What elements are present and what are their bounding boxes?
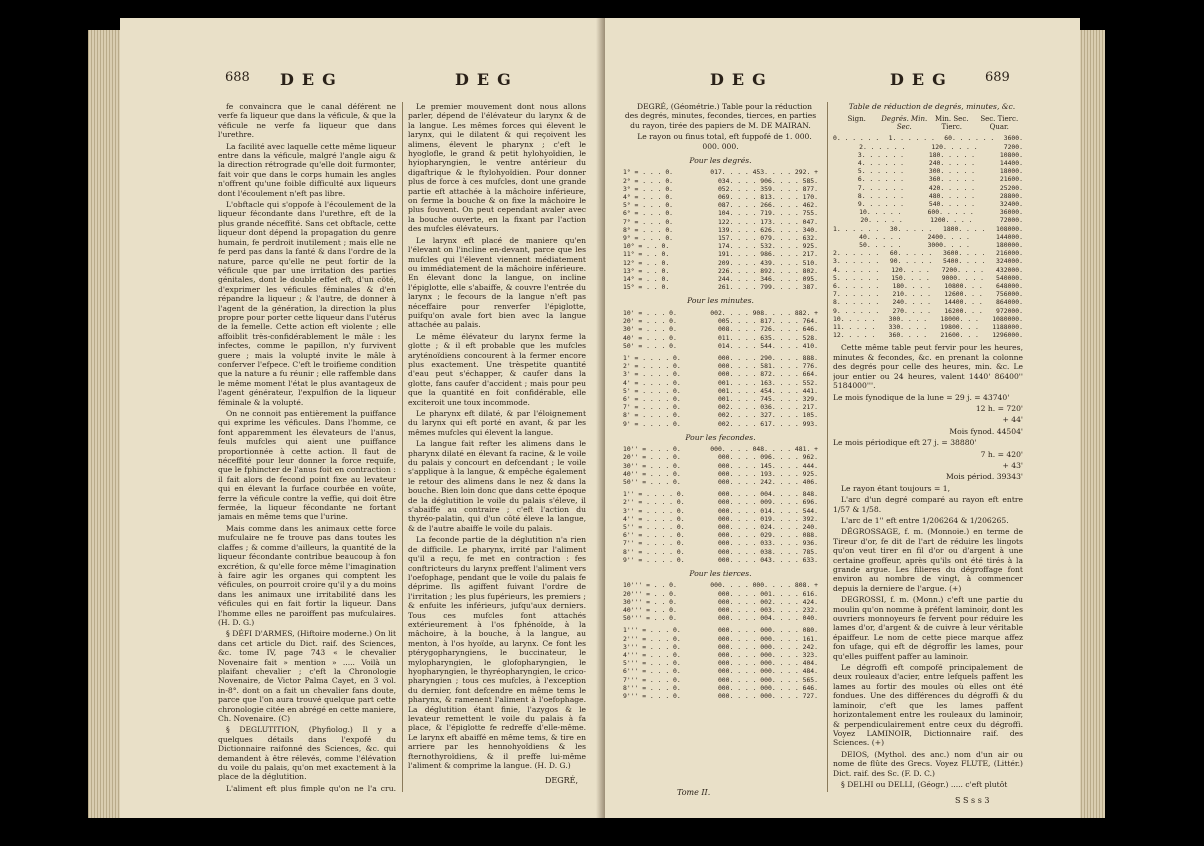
table-row: 20' = . . . 0. 005. . . . 817. . . . 764. <box>623 317 818 326</box>
article: DÉGROSSAGE, f. m. (Monnoie.) en terme de Tireur d'or, fe dit de l'art de réduire les lingots qu'on veut tirer en fil d'or ou d'argent à une certaine groffeur, après qu'ils ont été tirés à la grande argue. Les filieres du dégroffage font environ au nombre de vingt, à commencer depuis la derniere de l'argue. (+) <box>833 527 1023 593</box>
running-head-right: DEG <box>455 70 519 89</box>
paragraph: La facilité avec laquelle cette même liqueur entre dans la véficule, malgré l'angle aigu & la direction rétrograde qu'elle doit furmonter, fait voir que dans le corps humain les angles n'offrent qu'une foible difficulté aux liqueurs dont l'écoulement n'eft pas libre. <box>218 141 396 198</box>
table-row: 6° = . . . 0. 104. . . . 719. . . . 755. <box>623 209 818 218</box>
table-degrees <box>623 168 818 291</box>
table-row: 20'' = . . . 0. 000. . . . 096. . . . 962. <box>623 453 818 462</box>
table-row: 8. . . . . . 480. . . . . 28800. <box>857 191 1023 200</box>
table-row: 7' = . . . . 0. 002. . . . 036. . . . 217. <box>623 403 818 412</box>
subheading-seconds: Pour les fecondes. <box>685 432 756 442</box>
left-page <box>120 18 605 818</box>
table-row: 3''' = . . . 0. 000. . . . 000. . . . 242. <box>623 642 818 651</box>
paragraph: fe convaincra que le canal déférent ne verfe fa liqueur que dans la véficule, & que la véficule ne verfe fa liqueur que dans l'urethre. <box>218 102 396 140</box>
table-row: 9° = . . . 0. 157. . . . 079. . . . 632. <box>623 234 818 243</box>
table-row: 12. . . . . 360. . . . 21600. . . 1296000. <box>833 331 1023 340</box>
header-cell: Sign. <box>847 115 866 124</box>
page-number: 689 <box>985 70 1010 85</box>
table-row: 9. . . . . . 540. . . . . 32400. <box>857 200 1023 209</box>
column-right-2 <box>833 102 1023 792</box>
table-row: 4' = . . . . 0. 001. . . . 163. . . . 552. <box>623 378 818 387</box>
paragraph: L'obftacle qui s'oppofe à l'écoulement de la liqueur fécondante dans l'urethre, eft de la plus grande néceffité. Sans cet obftacle, cette liqueur dont dépend la propagation du genre humain, fe perdroit inutilement ; mais elle ne fe perd pas dans la fanté & dans l'ordre de la nature, parce qu'elle ne peut fortir de la véficule que par une irritation des parties génitales, dont le double effet eft, d'un côté, d'exprimer les véficules féminales & d'en répandre la liqueur ; & l'autre, de donner à l'agent de la génération, la direction la plus propre pour porter cette liqueur dans l'utérus de la femelle. Cette action eft violente ; elle affoiblit très-confidérablement le mâle : les infectes, comme le papillon, n'y furvivent guere ; mais la volupté invite le mâle à conferver l'efpece. C'eft le troifieme condition que la nature a fu réunir ; elle raffemble dans le même moment l'état le plus avantageux de l'agent générateur, l'expulfion de la liqueur féminale & la volupté. <box>218 200 396 407</box>
table-row: 20''' = . . 0. 000. . . . 001. . . . 616. <box>623 589 818 598</box>
column-left-1 <box>218 102 396 792</box>
running-head-left: DEG <box>710 70 774 89</box>
table-row: 10''' = . . 0. 000. . . . 000. . . . 808. + <box>623 581 818 590</box>
table-row: 2''' = . . . 0. 000. . . . 000. . . . 161. <box>623 634 818 643</box>
table-row: 3'' = . . . . 0. 000. . . . 014. . . . 544. <box>623 506 818 515</box>
table-row: 6. . . . . . 180. . . . 10800. . . 648000. <box>833 282 1023 291</box>
table-row: 2° = . . . 0. 034. . . . 906. . . . 585. <box>623 176 818 185</box>
table-row: 40'' = . . . 0. 000. . . . 193. . . . 925. <box>623 469 818 478</box>
table-row: 30''' = . . 0. 000. . . . 002. . . . 424. <box>623 597 818 606</box>
section-note: Le rayon ou finus total, eft fuppofé de 1. 000. 000. 000. <box>637 132 812 151</box>
paragraph: § DÉFI D'ARMES, (Hiftoire moderne.) On lit dans cet article du Dict. raif. des Sciences, &c. tome IV, page 743 « le chevalier Novenaire fait » mention » ..... Voilà un plaifant chevalier ; c'eft la Chronologie Novenaire, de Victor Palma Cayet, en 3 vol. in-8°. dont on a fait un chevalier fans doute, parce que l'on aura trouvé quelque part cette chronologie citée en abrégé en cette maniere, Ch. Novenaire. (C) <box>218 629 396 723</box>
table-row: 1. . . . . . 30. . . . . 1800. . . . 108000. <box>833 224 1023 233</box>
signature-mark: S S s s 3 <box>955 796 990 805</box>
table-row: 8''' = . . . 0. 000. . . . 000. . . . 646. <box>623 683 818 692</box>
page-number: 688 <box>225 70 250 85</box>
section-title: DEGRÉ, (Géométrie.) Table pour la réduction des degrés, minutes, fecondes, tierces, en parties du rayon, tirée des papiers de M. DE MAIRAN. <box>624 102 817 130</box>
table-row: 6'' = . . . . 0. 000. . . . 029. . . . 088. <box>623 531 818 540</box>
table-row: 40''' = . . 0. 000. . . . 003. . . . 232. <box>623 606 818 614</box>
table-row: 40. . . . . 2400. . . . 144000. <box>859 232 1023 241</box>
article: Le dégroffi eft compofé principalement de deux rouleaux d'acier, entre lefquels paffent les lames au fortir des moules où elles ont été fondues. Une des différences du dégroffi & du laminoir, c'eft que les lames paffent horizontalement entre les rouleaux du laminoir, & perpendiculairement entre ceux du dégroffi. Voyez LAMINOIR, Dictionnaire raif. des Sciences. (+) <box>833 663 1023 748</box>
table-row: 3. . . . . . 180. . . . . 10800. <box>857 150 1023 159</box>
table-row: 2. . . . . . 60. . . . . 3600. . . . 216000. <box>833 249 1023 258</box>
paragraph: La langue fait refter les alimens dans le pharynx dilaté en élevant fa racine, & le voile du palais y concourt en defcendant ; le voile s'applique à la langue, & empêche également le retour des alimens dans le nez & dans la bouche. Bien loin donc que dans cette époque de la déglutition le voile du palais s'éleve, il s'abaiffe au contraire ; c'eft l'action du thyréo-palatin, qui d'un côté éleve la langue, & de l'autre abaiffe le voile du palais. <box>408 439 586 533</box>
table-row: 7. . . . . . 210. . . . 12600. . . 756000. <box>833 290 1023 299</box>
calc-line: + 43' <box>1002 460 1023 470</box>
table-row: 4° = . . . 0. 069. . . . 813. . . . 170. <box>623 193 818 202</box>
table-row: 30'' = . . . 0. 000. . . . 145. . . . 444. <box>623 461 818 470</box>
table-row: 50' = . . . 0. 014. . . . 544. . . . 410. <box>623 341 818 350</box>
table-row: 3. . . . . . 90. . . . . 5400. . . . 324000. <box>833 257 1023 266</box>
calc-line: Mois fynod. 44504' <box>949 426 1023 436</box>
table-row: 8'' = . . . . 0. 000. . . . 038. . . . 785. <box>623 547 818 556</box>
paragraph: L'arc de 1'' eft entre 1/206264 & 1/206265. <box>841 515 1009 525</box>
table-row: 5'' = . . . . 0. 000. . . . 024. . . . 240. <box>623 522 818 531</box>
paragraph: Mais comme dans les animaux cette force mufculaire ne fe trouve pas dans toutes les claffes ; & comme d'ailleurs, la quantité de la liqueur fécondante contribue beaucoup à fon excrétion, & qu'elle force même l'imagination à faire agir les organes qui comptent les véficules, on pourroit croire qu'il y a du moins dans les animaux une irritabilité dans les véficules qui en fait fortir la liqueur. Dans l'homme elles ne paroiffent pas mufculaires. (H. D. G.) <box>218 523 396 627</box>
table-row: 9' = . . . . 0. 002. . . . 617. . . . 993. <box>623 419 818 428</box>
header-cell: Min. Sec. Tierc. <box>935 115 969 132</box>
calc-line: 7 h. = 420' <box>980 449 1023 459</box>
table-row: 8° = . . . 0. 139. . . . 626. . . . 340. <box>623 225 818 234</box>
paragraph: Le pharynx eft dilaté, & par l'éloignement du larynx qui eft porté en avant, & par les mêmes mufcles qui élevent la langue. <box>408 409 586 437</box>
table-row: 15° = . . 0. 261. . . . 799. . . . 387. <box>623 283 818 292</box>
table-row: 5° = . . . 0. 087. . . . 266. . . . 462. <box>623 201 818 210</box>
table-row: 20. . . . . 1200. . . . 72000. <box>860 216 1023 225</box>
table-row: 1' = . . . . 0. 000. . . . 290. . . . 888. <box>623 353 818 362</box>
calc-line: Le mois fynodique de la lune = 29 j. = 43740' <box>833 392 1010 402</box>
table-row: 2' = . . . . 0. 000. . . . 581. . . . 776. <box>623 362 818 371</box>
table-row: 9''' = . . . 0. 000. . . . 000. . . . 727. <box>623 692 818 701</box>
volume-signature: Tome II. <box>677 788 711 797</box>
running-head-right: DEG <box>890 70 954 89</box>
table-row: 40' = . . . 0. 011. . . . 635. . . . 528. <box>623 333 818 342</box>
table-row: 7'' = . . . . 0. 000. . . . 033. . . . 936. <box>623 539 818 548</box>
article: § DELHI ou DELLI, (Géogr.) ..... c'eft plutôt <box>841 779 1008 789</box>
calc-line: 12 h. = 720' <box>975 403 1023 413</box>
paragraph: Le premier mouvement dont nous allons parler, dépend de l'élévateur du larynx & de la langue. Les mêmes forces qui élevent le larynx, qui le dilatent & qui reçoivent les alimens, élevent le pharynx ; c'eft le hyoglofle, le grand & petit hylohyoïdien, le hyiopharyngien, le ventre antérieur du digaftrique & le ftylohyoïdien. Pour donner plus de force à ces mufcles, dont une grande partie eft attachée à la mâchoire inférieure, on ferme la bouche & on fixe la mâchoire le plus fouvent. On peut cependant avaler avec la bouche ouverte, en la fixant par l'action des mufcles élévateurs. <box>408 102 586 234</box>
table-row: 6. . . . . . 360. . . . . 21600. <box>857 175 1023 184</box>
right-page <box>605 18 1080 818</box>
table-row: 4'' = . . . . 0. 000. . . . 019. . . . 392. <box>623 514 818 523</box>
paragraph: § DEGLUTITION, (Phyfiolog.) Il y a quelques détails dans l'expofé du Dictionnaire raifonné des Sciences, &c. qui demandent à être rélevés, comme l'élévation du voile du palais, qu'on met exactement à la place de la déglutition. <box>218 725 396 782</box>
paragraph: Cette même table peut fervir pour les heures, minutes & fecondes, &c. en prenant la colonne des degrés pour celle des heures, min. &c. Le jour entier ou 24 heures, valent 1440' 86400'' 5184000'''. <box>833 343 1023 391</box>
table-row: 8' = . . . . 0. 002. . . . 327. . . . 105. <box>623 411 818 420</box>
subheading-thirds: Pour les tierces. <box>689 568 752 578</box>
column-rule <box>827 102 828 792</box>
table-row: 7''' = . . . 0. 000. . . . 000. . . . 565. <box>623 675 818 684</box>
table-row: 5' = . . . . 0. 001. . . . 454. . . . 441. <box>623 386 818 395</box>
calc-line: Mois périod. 39343' <box>945 472 1023 482</box>
header-cell: Sec. Tierc. Quar. <box>980 115 1019 132</box>
calc-line: + 44' <box>1002 415 1023 425</box>
article: DEGROSSI, f. m. (Monn.) c'eft une partie du moulin qu'on nomme à préfent laminoir, dont les ouvriers monnoyeurs fe fervent pour réduire les lames d'or, d'argent & de cuivre à leur véritable épaiffeur. Le nom de cette piece marque affez fon ufage, qui eft de dégroffir les lames, pour qu'elles puiffent paffer au laminoir. <box>833 595 1023 661</box>
table-row: 3' = . . . . 0. 000. . . . 872. . . . 664. <box>623 370 818 379</box>
table-row: 12° = . . 0. 209. . . . 439. . . . 510. <box>623 258 818 267</box>
table-row: 0. . . . . . 1. . . . . . 60. . . . . . 3600. <box>833 134 1023 143</box>
paragraph: On ne connoit pas entièrement la puiffance qui exprime les véficules. Dans l'homme, ce font apparemment les élevateurs de l'anus, feuls mufcles qui aient une puiffance proportionnée à cette action. Il faut de néceffité pour leur donner la force requife, que le fphincter de l'anus foit en contraction : il fait alors de fecond point fixe au levateur qui en élevant la furface courbée en voûte, ferre la véficule contre la veffie, qui doit être fermée, la liqueur fécondante ne fortant jamais en même tems que l'urine. <box>218 409 396 522</box>
table-row: 13° = . . 0. 226. . . . 892. . . . 802. <box>623 266 818 275</box>
table-header <box>833 115 1023 131</box>
table-thirds <box>623 581 818 700</box>
table-minutes <box>623 309 818 428</box>
subheading-degrees: Pour les degrés. <box>689 156 752 166</box>
table-row: 6''' = . . . 0. 000. . . . 000. . . . 484. <box>623 667 818 676</box>
table-row: 50''' = . . 0. 000. . . . 004. . . . 040. <box>623 614 818 623</box>
column-rule <box>402 102 403 792</box>
table-row: 10. . . . . 300. . . . 18000. . . 1080000. <box>833 314 1023 323</box>
table-row: 14° = . . 0. 244. . . . 346. . . . 095. <box>623 275 818 284</box>
paragraph: L'arc d'un degré comparé au rayon eft entre 1/57 & 1/58. <box>833 495 1023 514</box>
table-row: 30' = . . . 0. 008. . . . 726. . . . 646. <box>623 325 818 334</box>
table-row: 8. . . . . . 240. . . . 14400. . . 864000. <box>833 298 1023 307</box>
table-row: 5. . . . . . 300. . . . . 18000. <box>857 167 1023 176</box>
paragraph: Le rayon étant toujours = 1, <box>841 483 950 493</box>
table-row: 5. . . . . . 150. . . . 9000. . . . 540000. <box>833 273 1023 282</box>
subheading-minutes: Pour les minutes. <box>687 296 754 306</box>
table-row: 9. . . . . . 270. . . . 16200. . . 972000. <box>833 306 1023 315</box>
table-row: 2. . . . . . 120. . . . . 7200. <box>859 142 1023 151</box>
table-row: 11° = . . 0. 191. . . . 986. . . . 217. <box>623 250 818 259</box>
table-row: 10' = . . . 0. 002. . . . 908. . . . 882. + <box>623 308 818 317</box>
table-row: 4. . . . . . 240. . . . . 14400. <box>857 159 1023 168</box>
table-seconds <box>623 445 818 564</box>
table-row: 2'' = . . . . 0. 000. . . . 009. . . . 696. <box>623 498 818 507</box>
table-row: 7° = . . . 0. 122. . . . 173. . . . 047. <box>623 217 818 226</box>
table-row: 4. . . . . . 120. . . . 7200. . . . 432000. <box>833 265 1023 274</box>
calc-line: Le mois périodique eft 27 j. = 38880' <box>833 438 977 448</box>
paragraph: Le même élévateur du larynx ferme la glotte ; & il eft probable que les mufcles aryténoïdiens concourent à la fermer encore plus exactement. Une trèspetite quantité d'eau peut s'échapper, & caufer dans la glotte, fans caufer d'accident ; mais pour peu que la quantité en foit confidérable, elle exciteroit une toux incommode. <box>408 331 586 407</box>
table-row: 5''' = . . . 0. 000. . . . 000. . . . 404. <box>623 659 818 668</box>
table-row: 11. . . . . 330. . . . 19800. . . 1188000. <box>833 323 1023 332</box>
table-row: 6' = . . . . 0. 001. . . . 745. . . . 329. <box>623 394 818 403</box>
table-row: 50'' = . . . 0. 000. . . . 242. . . . 406. <box>623 477 818 486</box>
column-left-2 <box>408 102 586 772</box>
column-right-1 <box>623 102 818 802</box>
paragraph: Le larynx eft placé de maniere qu'en l'élevant on l'incline en-devant, parce que les mufcles qui l'élevent viennent médiatement ou immédiatement de la mâchoire inférieure. En élevant donc la langue, on incline l'épiglotte, elle s'abaiffe, & couvre l'entrée du larynx ; le fecours de la langue n'eft pas néceffaire pour renverfer l'épiglotte, puifqu'on avale fort bien avec la langue attachée au palais. <box>408 235 586 330</box>
table-row: 10° = . . 0. 174. . . . 532. . . . 925. <box>623 242 818 251</box>
paragraph: L'aliment eft plus fimple qu'on ne l'a cru. <box>226 783 396 792</box>
header-cell: Degrés. Min. Sec. <box>881 115 928 132</box>
table-row: 3° = . . . 0. 052. . . . 359. . . . 877. <box>623 184 818 193</box>
table-row: 9'' = . . . . 0. 000. . . . 043. . . . 633. <box>623 555 818 564</box>
paragraph: La feconde partie de la déglutition n'a rien de difficile. Le pharynx, irrité par l'aliment qu'il a reçu, fe met en contraction : fes conftricteurs du larynx preffent l'aliment vers l'oefophage, pendant que le voile du palais fe déprime. Ils agiffent fuivant l'ordre de l'irritation ; les plus fupérieurs, les premiers ; & enfuite les inférieurs, jufqu'aux derniers. Tous ces mufcles font attachés extérieurement à l'os fphénoïde, à la mâchoire, à la bouche, à la langue, au menton, à l'os hyoïde, au larynx. Ce font les ptérygopharyngiens, le buccinateur, le mylopharyngien, le glofopharyngien, le hyopharyngien, le thyréopharyngien, le crico-pharyngien ; tous ces mufcles, à l'exception du dernier, font defcendre en même tems le pharynx, & ramenent l'aliment à l'oefophage. La déglutition étant finie, l'azygos & le levateur remettent le voile du palais à fa place, & l'épiglotte fe redreffe d'elle-même. Le larynx eft abaiffé en même tems, & tire en arriere par les hennohyoïdiens & les fternothyroïdiens, & il preffe lui-même l'aliment & comprime la langue. (H. D. G.) <box>408 535 586 771</box>
catchword: DEGRÉ, <box>545 776 579 785</box>
table-title: Table de réduction de degrés, minutes, &c. <box>848 102 1016 111</box>
running-head-left: DEG <box>280 70 344 89</box>
table-row: 1'' = . . . . 0. 000. . . . 004. . . . 848. <box>623 490 818 499</box>
reduction-table <box>833 134 1023 339</box>
table-row: 10. . . . . 600. . . . . 36000. <box>859 208 1023 217</box>
table-row: 10'' = . . . 0. 000. . . . 048. . . . 481. + <box>623 445 818 454</box>
table-row: 1° = . . . 0. 017. . . . 453. . . . 292. + <box>623 168 818 177</box>
table-row: 7. . . . . . 420. . . . . 25200. <box>857 183 1023 192</box>
table-row: 4''' = . . . 0. 000. . . . 000. . . . 323. <box>623 651 818 660</box>
article: DEIOS, (Mythol. des anc.) nom d'un air ou nome de flûte des Grecs. Voyez FLUTE, (Littér.) Dict. raif. des Sc. (F. D. C.) <box>833 749 1023 778</box>
table-row: 1''' = . . . 0. 000. . . . 000. . . . 080. <box>623 626 818 635</box>
table-row: 50. . . . . 3000. . . . 180000. <box>859 241 1023 250</box>
